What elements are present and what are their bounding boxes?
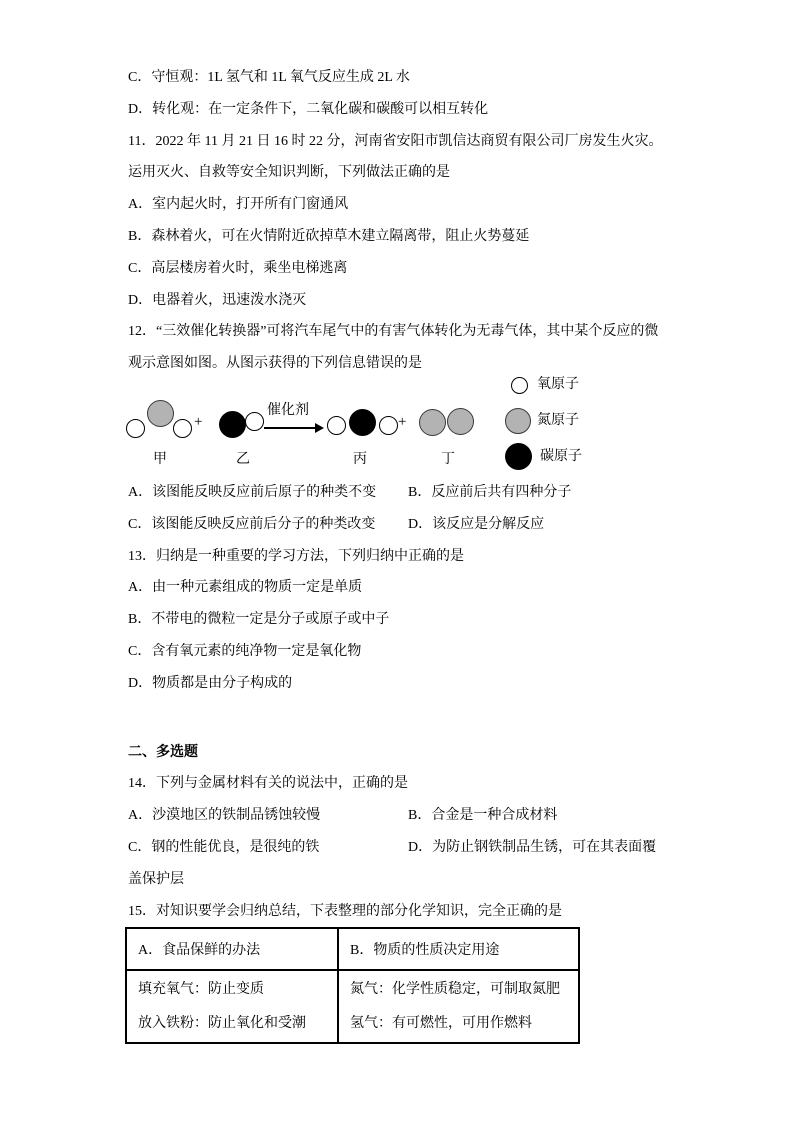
legend-carbon-swatch (505, 443, 532, 470)
q13-option-c: C．含有氧元素的纯净物一定是氧化物 (128, 643, 362, 659)
q11-stem-line1: 11．2022 年 11 月 21 日 16 时 22 分，河南省安阳市凯信达商贸有限公司厂房发生火灾。 (128, 133, 663, 149)
q13-option-b: B．不带电的微粒一定是分子或原子或中子 (128, 612, 390, 628)
table-header-b: B．物质的性质决定用途 (338, 928, 579, 970)
q14-options-row2 (128, 832, 794, 864)
q12-options-row1 (128, 477, 794, 509)
q14-options-row1 (128, 800, 794, 832)
carbon-atom (219, 411, 246, 438)
legend-oxygen-label: 氧原子 (537, 376, 579, 392)
q12-options-row2 (128, 509, 794, 541)
nitrogen-atom (147, 400, 174, 427)
carbon-atom (349, 409, 376, 436)
molecule-label-jia: 甲 (153, 451, 167, 467)
table-cell-b-line1: 氮气：化学性质稳定，可制取氮肥 (350, 981, 560, 997)
table-cell-a-line2: 放入铁粉：防止氧化和受潮 (138, 1015, 306, 1031)
molecule-label-ding: 丁 (441, 451, 455, 467)
q12-stem-line1: 12．“三效催化转换器”可将汽车尾气中的有害气体转化为无毒气体，其中某个反应的微 (128, 324, 659, 340)
oxygen-atom (173, 419, 192, 438)
q10-option-d: D．转化观：在一定条件下，二氧化碳和碳酸可以相互转化 (128, 101, 489, 117)
plus-sign: + (398, 413, 407, 430)
table-cell-b (338, 970, 579, 1043)
q13-option-d: D．物质都是由分子构成的 (128, 675, 293, 691)
plus-sign: + (194, 413, 203, 430)
q14-stem: 14．下列与金属材料有关的说法中，正确的是 (128, 776, 408, 792)
q15-stem: 15．对知识要学会归纳总结，下表整理的部分化学知识，完全正确的是 (128, 903, 562, 919)
molecule-label-yi: 乙 (236, 451, 250, 467)
q14-option-a: A．沙漠地区的铁制品锈蚀较慢 (128, 808, 321, 824)
reaction-microscopic-diagram (128, 376, 794, 477)
knowledge-table (125, 927, 580, 1044)
legend-oxygen-swatch (511, 377, 528, 394)
oxygen-atom (126, 419, 145, 438)
nitrogen-atom (447, 408, 474, 435)
q11-option-a: A．室内起火时，打开所有门窗通风 (128, 197, 349, 213)
legend-carbon-label: 碳原子 (540, 448, 582, 464)
oxygen-atom (245, 412, 264, 431)
q14-option-d: D．为防止钢铁制品生锈，可在其表面覆 (408, 839, 657, 855)
table-cell-a (126, 970, 338, 1043)
reaction-arrow-icon (264, 427, 322, 429)
q13-stem: 13．归纳是一种重要的学习方法，下列归纳中正确的是 (128, 548, 464, 564)
q12-option-b: B．反应前后共有四种分子 (408, 484, 572, 500)
q14-option-d-wrap: 盖保护层 (128, 871, 184, 887)
q12-option-c: C．该图能反映反应前后分子的种类改变 (128, 516, 376, 532)
table-header-a: A．食品保鲜的办法 (126, 928, 338, 970)
molecule-label-bing: 丙 (353, 451, 367, 467)
q14-option-b: B．合金是一种合成材料 (408, 808, 558, 824)
q12-stem-line2: 观示意图如图。从图示获得的下列信息错误的是 (128, 356, 422, 372)
nitrogen-atom (419, 409, 446, 436)
q14-option-c: C．钢的性能优良，是很纯的铁 (128, 839, 320, 855)
table-body-row (126, 970, 579, 1043)
q12-option-d: D．该反应是分解反应 (408, 516, 545, 532)
table-cell-b-line2: 氢气：有可燃性，可用作燃料 (350, 1015, 532, 1031)
q10-option-c: C．守恒观：1L 氢气和 1L 氧气反应生成 2L 水 (128, 70, 410, 85)
section-heading-multi-choice: 二、多选题 (128, 744, 198, 760)
table-header-row (126, 928, 579, 970)
q11-option-d: D．电器着火，迅速泼水浇灭 (128, 292, 307, 308)
q13-option-a: A．由一种元素组成的物质一定是单质 (128, 580, 363, 596)
table-cell-a-line1: 填充氧气：防止变质 (138, 981, 264, 997)
q12-option-a: A．该图能反映反应前后原子的种类不变 (128, 484, 377, 500)
oxygen-atom (379, 416, 398, 435)
q11-option-b: B．森林着火，可在火情附近砍掉草木建立隔离带，阻止火势蔓延 (128, 228, 530, 244)
legend-nitrogen-swatch (505, 408, 531, 434)
oxygen-atom (327, 416, 346, 435)
q11-option-c: C．高层楼房着火时，乘坐电梯逃离 (128, 260, 348, 276)
q11-stem-line2: 运用灭火、自救等安全知识判断，下列做法正确的是 (128, 165, 450, 181)
legend-nitrogen-label: 氮原子 (537, 412, 579, 428)
catalyst-label: 催化剂 (267, 402, 309, 418)
